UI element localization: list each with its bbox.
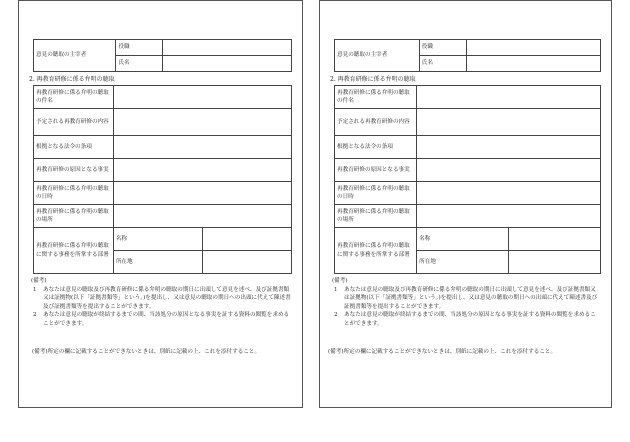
date-time-field[interactable] bbox=[113, 182, 291, 205]
note-number: 2 bbox=[334, 312, 338, 319]
presider-label: 意見の聴取の主宰者 bbox=[335, 40, 420, 72]
note-text: あなたは意見の聴取が終結するまでの間、当該処分の原因となる事実を証する資料の閲覧を求めることができます。 bbox=[344, 312, 596, 327]
place-field[interactable] bbox=[113, 205, 291, 228]
footnote: (備考)所定の欄に記載することができないときは、別紙に記載の上、これを添付すること。 bbox=[32, 349, 261, 355]
notes-heading: (備考) bbox=[31, 278, 47, 284]
note-text: あなたは意見の聴取及び再教育研修に係る弁明の聴取の期日に出頭して意見を述べ、及び証拠書類又は証拠物(以下「証拠書類等」という。)を提出し、又は意見の聴取の期日への出頭に代えて陳述書及び証拠書類等を提出することができます。 bbox=[43, 286, 291, 310]
note-number: 1 bbox=[334, 286, 338, 293]
place-field[interactable] bbox=[417, 205, 601, 228]
office-address-field[interactable] bbox=[202, 251, 291, 274]
note-item bbox=[33, 286, 292, 312]
place-label: 再教育研修に係る弁明の聴取の場所 bbox=[34, 205, 114, 228]
position-label: 役職 bbox=[116, 40, 162, 56]
hearing-table bbox=[334, 85, 601, 274]
name-label: 氏名 bbox=[116, 56, 162, 72]
date-time-label: 再教育研修に係る弁明の聴取の日時 bbox=[335, 182, 417, 205]
form-page-right bbox=[319, 0, 612, 408]
hearing-table bbox=[33, 85, 292, 274]
footnote: (備考)所定の欄に記載することができないときは、別紙に記載の上、これを添付すること。 bbox=[328, 349, 557, 355]
case-name-field[interactable] bbox=[417, 86, 601, 109]
office-name-label: 名称 bbox=[417, 228, 509, 251]
office-address-label: 所在地 bbox=[417, 251, 509, 274]
notes-heading: (備考) bbox=[332, 278, 348, 284]
note-number: 1 bbox=[33, 286, 37, 293]
cause-facts-label: 再教育研修の原因となる事実 bbox=[34, 159, 114, 182]
date-time-label: 再教育研修に係る弁明の聴取の日時 bbox=[34, 182, 114, 205]
note-text: あなたは意見の聴取が終結するまでの間、当該処分の原因となる事実を証する資料の閲覧を求めることができます。 bbox=[43, 312, 290, 327]
place-label: 再教育研修に係る弁明の聴取の場所 bbox=[335, 205, 417, 228]
planned-content-field[interactable] bbox=[417, 109, 601, 136]
note-item bbox=[334, 311, 601, 328]
form-page-left bbox=[18, 0, 303, 408]
section-title: 2. 再教育研修に係る弁明の聴取 bbox=[330, 76, 416, 83]
name-label: 氏名 bbox=[419, 56, 467, 72]
note-item bbox=[334, 286, 601, 312]
presider-label: 意見の聴取の主宰者 bbox=[34, 40, 116, 72]
notes bbox=[33, 277, 292, 329]
note-text: あなたは意見の聴取及び再教育研修に係る弁明の聴取の期日に出頭して意見を述べ、及び証拠書類又は証拠物(以下「証拠書類等」という。)を提出し、又は意見の聴取の期日への出頭に代えて陳述書及び証拠書類等を提出することができます。 bbox=[344, 286, 598, 310]
basis-law-field[interactable] bbox=[417, 136, 601, 159]
planned-content-label: 予定される再教育研修の内容 bbox=[34, 109, 114, 136]
date-time-field[interactable] bbox=[417, 182, 601, 205]
basis-law-label: 根拠となる法令の条項 bbox=[34, 136, 114, 159]
presider-table bbox=[33, 39, 292, 72]
planned-content-label: 予定される再教育研修の内容 bbox=[335, 109, 417, 136]
office-label: 再教育研修に係る弁明の聴取に関する事務を所掌する部署 bbox=[335, 228, 417, 274]
office-name-field[interactable] bbox=[509, 228, 601, 251]
office-name-field[interactable] bbox=[202, 228, 291, 251]
basis-law-field[interactable] bbox=[113, 136, 291, 159]
section-title: 2. 再教育研修に係る弁明の聴取 bbox=[29, 76, 115, 83]
case-name-label: 再教育研修に係る弁明の聴取の件名 bbox=[34, 86, 114, 109]
planned-content-field[interactable] bbox=[113, 109, 291, 136]
cause-facts-field[interactable] bbox=[113, 159, 291, 182]
office-address-label: 所在地 bbox=[113, 251, 202, 274]
case-name-field[interactable] bbox=[113, 86, 291, 109]
case-name-label: 再教育研修に係る弁明の聴取の件名 bbox=[335, 86, 417, 109]
name-field[interactable] bbox=[162, 56, 291, 72]
notes bbox=[334, 277, 601, 329]
position-field[interactable] bbox=[162, 40, 291, 56]
position-label: 役職 bbox=[419, 40, 467, 56]
basis-law-label: 根拠となる法令の条項 bbox=[335, 136, 417, 159]
office-address-field[interactable] bbox=[509, 251, 601, 274]
name-field[interactable] bbox=[467, 56, 601, 72]
cause-facts-field[interactable] bbox=[417, 159, 601, 182]
office-name-label: 名称 bbox=[113, 228, 202, 251]
presider-table bbox=[334, 39, 601, 72]
note-number: 2 bbox=[33, 312, 37, 319]
position-field[interactable] bbox=[467, 40, 601, 56]
cause-facts-label: 再教育研修の原因となる事実 bbox=[335, 159, 417, 182]
note-item bbox=[33, 311, 292, 328]
form-body bbox=[29, 39, 292, 329]
form-body bbox=[330, 39, 601, 329]
office-label: 再教育研修に係る弁明の聴取に関する事務を所掌する部署 bbox=[34, 228, 114, 274]
